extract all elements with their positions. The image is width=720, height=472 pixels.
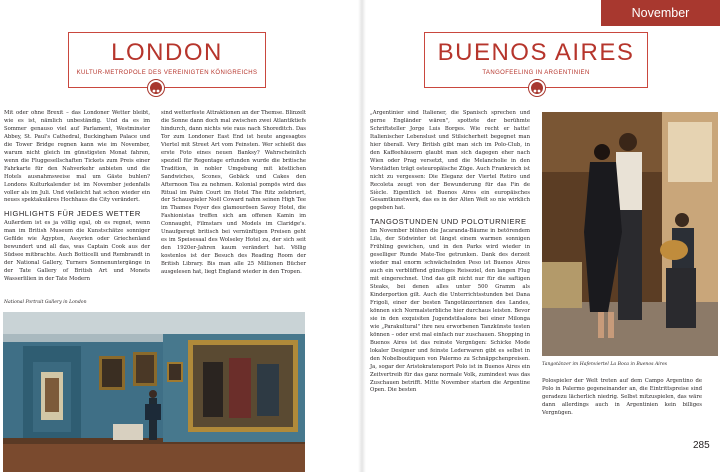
buenos-aires-intro-paragraph: „Argentinier sind Italiener, die Spanisch sprechen und gerne Engländer wären", spottete der berühmte Schriftsteller Jorge Luis Borges. Wie recht er hatte! Italienischer Lebenslust und Stilsicherheit begegnet man hier überall. Very British gibt man sich im Polo-Club, in den Kaffeehäusern glaubt man sich dagegen eher nach Wien oder Prag versetzt, und die Melancholie in den Vorstädten trägt osteuropäische Züge. Auch Frankreich ist nicht zu vergessen: Die Eleganz der Viertel Retiro und Recoleta zeugt von der Bewunderung für das Fin de Siècle. Eigentlich ist Buenos Aires ein europäisches Gesamtkunstwerk, das es in der Alten Welt so nie wirklich gegeben hat. (370, 110, 530, 212)
brand-logo-icon (148, 80, 164, 96)
london-highlights-paragraph: Außerdem ist es ja völlig egal, ob es regnet, wenn man im British Museum die Kunstschätze sonniger Gefilde wie Ägypten, Assyrien oder Griechenland bewundert und all das, was Captain Cook aus der Südsee mitbrachte. Auch Botticelli und Rembrandt in der National Gallery, Turners Sonnenuntergänge in der Tate Gallery of British Art und Monets Wasserlilien in der Tate Modern (4, 220, 150, 283)
tango-photo (542, 112, 718, 356)
london-section-heading: HIGHLIGHTS FÜR JEDES WETTER (4, 209, 141, 219)
buenos-aires-column-2 (542, 378, 702, 418)
buenos-aires-title: BUENOS AIRES (437, 39, 635, 66)
page-number: 285 (693, 440, 710, 451)
london-continued-paragraph: sind wetterfeste Attraktionen an der Themse. Blinzelt die Sonne dann doch mal zwischen zwei Atlantiktiefs hindurch, dann nichts wie raus nach Shoreditch. Das Tor zum Londoner East End ist heute angesagtes Viertel mit Street Art vom Feinsten. Wer schießt das erste Foto eines neuen Banksy? Wahrscheinlich speziell für Regentage erfunden wurde die britische Tradition, in nobler Umgebung mit köstlichen Sandwiches, Scones, Gebäck und Cakes den Afternoon Tea zu nehmen. Kolonial pompös wird das Ritual im Palm Court im Hotel The Ritz zelebriert, der Schauspieler Noël Coward nahm seinen High Tee im Thames Foyer des glamourösen Savoy Hotel, die Fashionistas treffen sich am offenen Kamin im Connaught, Filmstars und Models im Claridge's. Unaufgeregt britisch bei vernünftigen Preisen geht es im Speisesaal des Wolseley Hotel zu, der sich seit den 1920er-Jahren kaum verändert hat. Völlig kostenlos ist der Besuch des Reading Room der British Library. Bis man alle 25 Millionen Bücher ausgelesen hat, liegt England wieder in den Tropen. (161, 110, 306, 276)
page-gutter (358, 0, 366, 472)
buenos-aires-subtitle: TANGOFEELING IN ARGENTINIEN (482, 70, 590, 76)
london-subtitle: KULTUR-METROPOLE DES VEREINIGTEN KÖNIGREICHS (76, 70, 258, 76)
london-column-2 (161, 110, 306, 277)
london-column-1 (4, 110, 150, 284)
gallery-photo (3, 312, 305, 472)
month-tab: November (601, 0, 720, 26)
buenos-aires-tango-paragraph: Im November blühen die Jacaranda-Bäume in betörendem Lila, der Südwinter ist längst einem warmen sonnigen Frühling gewichen, und in den Parks wird wieder in geselliger Runde Mate-Tee getrunken. Dank des derzeit wieder mal enorm schwächelnden Peso ist Buenos Aires auch ein verblüffend günstiges Reiseziel, den langen Flug mit eingerechnet. Und das gilt nicht nur für die saftigen Steaks, bei denen alles unter 500 Gramm als Kinderportion gilt. Auch die Unterrichtsstunden bei Dana Frigoli, einer der besten Tangotänzerinnen des Landes, können sich Normalsterbliche hier durchaus leisten. Bevor sie in den exquisiten Jugendstilsalons bei einer Milonga wie „Parakultural" ihre neu erworbenen Tanzkünste testen können – oder erst mal einfach nur zuschauen. Shopping in Buenos Aires ist das reinste Vergnügen: Schicke Mode lokaler Designer und feinste Lederwaren gibt es selbst in den Nobelboutiquen von Palermo zu Schnäppchenpreisen. Ja, sogar der Aristokratensport Polo ist in Buenos Aires ein Zeitvertreib für das ganz normale Volk, zumindest was das Zuschauen betrifft. Mitte November starten die Argentine Open. Die besten (370, 228, 531, 394)
london-title-box (68, 32, 266, 88)
buenos-aires-column-1 (370, 110, 530, 395)
buenos-aires-polo-paragraph: Polospieler der Welt treten auf dem Campo Argentino de Polo in Palermo gegeneinander an, die Eintrittspreise sind geradezu lächerlich niedrig. Selbst mitzuspielen, das wäre dann allerdings auch in Argentinien kein billiges Vergnügen. (542, 378, 702, 416)
tango-photo-caption: Tangotänzer im Hafenviertel La Boca in Buenos Aires (542, 362, 668, 367)
london-photo-caption: National Portrait Gallery in London (4, 300, 87, 305)
brand-logo-icon (529, 80, 545, 96)
london-title: LONDON (111, 39, 223, 66)
london-intro-paragraph: Mit oder ohne Brexit – das Londoner Wetter bleibt, wie es ist, nämlich unbeständig. Und da es im Sommer genauso viel auf Parlament, Westminster Abbey, St. Paul's Cathedral, Buckingham Palace und die Tower Bridge regnen kann wie im November, warum nicht gleich im günstigsten Monat fahren, wenn die Fluggesellschaften Tickets zum Preis einer Fahrkarte für den Nahverkehr anbieten und die Hotels ausnahmsweise mal um Gäste buhlen? Londons Kulturkalender ist im November jedenfalls voller als im Juli. Und vielleicht hat schon wieder ein neues spektakuläres Hochhaus die City verändert. (4, 110, 150, 204)
buenos-aires-section-heading: TANGOSTUNDEN UND POLOTURNIERE (370, 217, 527, 227)
